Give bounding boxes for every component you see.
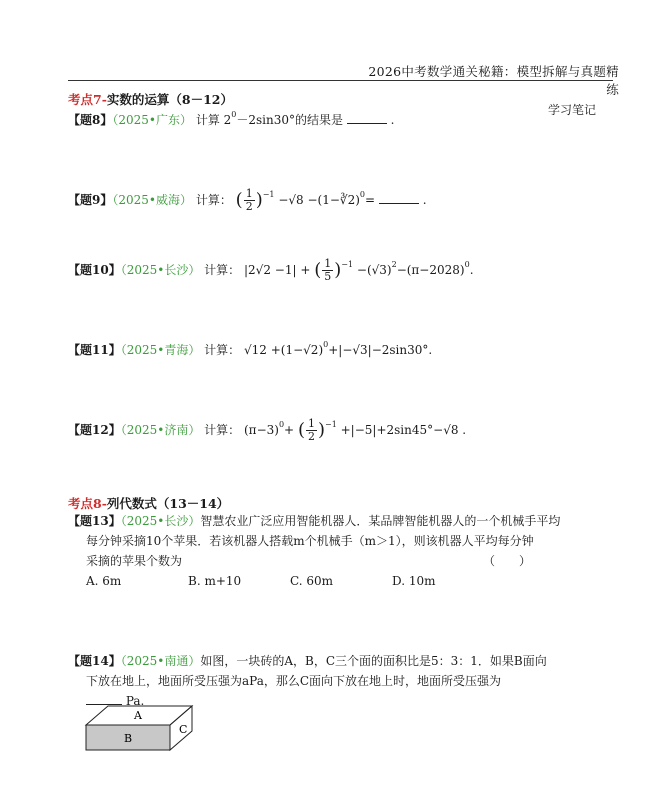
question-text: 计算： — [204, 343, 241, 357]
section-8-prefix: 考点8- — [68, 496, 107, 511]
question-text: 计算： — [204, 423, 241, 437]
section-7-prefix: 考点7- — [68, 92, 107, 107]
numerator: 1 — [307, 417, 315, 430]
question-source: （2025•长沙） — [120, 263, 201, 277]
question-number: 【题13】 — [68, 514, 121, 528]
period: . — [390, 113, 395, 127]
numerator: 1 — [324, 257, 332, 270]
question-14-line1 — [68, 650, 547, 672]
question-number: 【题14】 — [68, 654, 121, 668]
plus: + — [284, 423, 295, 437]
exponent: 0 — [323, 340, 329, 349]
question-text: 智慧农业广泛应用智能机器人．某品牌智能机器人的一个机械手平均 — [200, 514, 561, 528]
fraction — [322, 258, 333, 283]
option-b[interactable]: B. m+10 — [188, 574, 242, 588]
expression: −√8 −(1−∛2) — [278, 193, 360, 207]
section-8-title: 列代数式（13－14） — [106, 496, 230, 511]
question-source: （2025•威海） — [112, 193, 192, 207]
expression: −(√3) — [356, 263, 392, 277]
option-d[interactable]: D. 10m — [392, 574, 436, 588]
question-source: （2025•济南） — [120, 423, 201, 437]
question-source: （2025•南通） — [120, 654, 201, 668]
left-paren: ( — [297, 419, 305, 441]
face-a-label: A — [134, 709, 142, 722]
option-a[interactable]: A. 6m — [86, 574, 122, 588]
exponent: 0 — [278, 420, 285, 429]
question-source: （2025•长沙） — [120, 514, 201, 528]
question-9 — [68, 184, 427, 213]
right-paren: ) — [255, 189, 263, 211]
expression: √12 +(1−√2) — [244, 343, 324, 357]
exponent: −1 — [325, 420, 337, 429]
option-c[interactable]: C. 60m — [290, 574, 334, 588]
right-paren: ) — [334, 259, 342, 281]
question-12 — [68, 414, 466, 443]
question-10 — [68, 254, 474, 283]
face-c-label: C — [179, 723, 188, 736]
denominator: 2 — [307, 430, 315, 443]
page-header-title: 2026中考数学通关秘籍：模型拆解与真题精练 — [368, 64, 619, 97]
brick-figure — [84, 703, 196, 753]
question-number: 【题8】 — [68, 113, 113, 127]
left-paren: ( — [235, 189, 243, 211]
exponent: −1 — [262, 190, 275, 199]
face-b-label: B — [124, 732, 133, 745]
question-14-line2: 下放在地上，地面所受压强为aPa，那么C面向下放在地上时，地面所受压强为 — [86, 674, 502, 688]
question-number: 【题10】 — [68, 263, 121, 277]
question-8 — [68, 104, 394, 131]
question-13-line1 — [68, 510, 560, 532]
exponent: 0 — [464, 260, 470, 269]
question-text: 采摘的苹果个数为 — [86, 554, 183, 568]
question-text: 计算： — [204, 263, 241, 277]
answer-blank[interactable] — [347, 113, 387, 124]
expression: (π−3) — [244, 423, 279, 437]
question-number: 【题12】 — [68, 423, 121, 437]
question-text: －2sin30°的结果是 — [236, 113, 343, 127]
section-7-title: 实数的运算（8－12） — [106, 92, 233, 107]
unit-text: Pa. — [125, 694, 145, 708]
expression: −(π−2028) — [396, 263, 465, 277]
exponent: 0 — [359, 190, 365, 199]
expression: |2√2 −1| + — [244, 263, 311, 277]
study-notes-label: 学习笔记 — [548, 103, 597, 117]
fraction — [306, 418, 317, 443]
equals: = — [364, 193, 376, 207]
question-text: 计算： — [195, 193, 232, 207]
exponent: −1 — [341, 260, 354, 269]
question-13-line2: 每分钟采摘10个苹果．若该机器人搭载m个机械手（m＞1），则该机器人平均每分钟 — [86, 534, 534, 548]
expression: +|−5|+2sin45°−√8 . — [340, 423, 467, 437]
header-divider — [68, 80, 613, 81]
expression: +|−√3|−2sin30°. — [328, 343, 433, 357]
denominator: 5 — [324, 270, 332, 283]
exponent: 0 — [231, 110, 237, 119]
question-13-options — [86, 570, 494, 592]
question-number: 【题11】 — [68, 343, 121, 357]
question-11 — [68, 334, 432, 361]
period: . — [469, 263, 474, 277]
question-source: （2025•青海） — [120, 343, 201, 357]
fraction — [244, 188, 255, 213]
answer-bracket[interactable]: （ ） — [482, 554, 531, 568]
question-text: 计算 2 — [195, 113, 232, 127]
left-paren: ( — [314, 259, 322, 281]
question-number: 【题9】 — [68, 193, 113, 207]
question-source: （2025•广东） — [112, 113, 192, 127]
denominator: 2 — [245, 200, 253, 213]
question-text: 如图，一块砖的A，B，C三个面的面积比是5：3：1．如果B面向 — [200, 654, 547, 668]
exponent: 2 — [391, 260, 397, 269]
right-paren: ) — [317, 419, 325, 441]
numerator: 1 — [245, 187, 253, 200]
period: . — [422, 193, 427, 207]
answer-blank[interactable] — [379, 193, 419, 204]
question-13-line3 — [86, 550, 531, 572]
